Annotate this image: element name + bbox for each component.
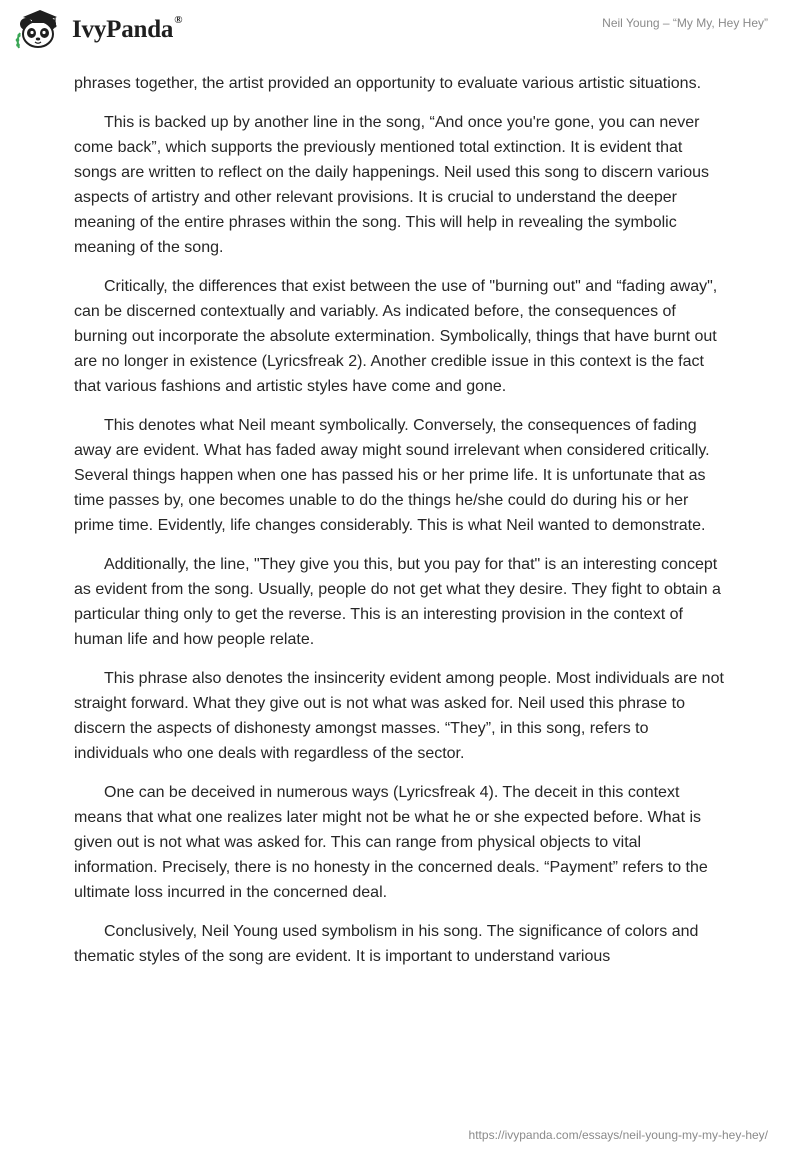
logo-text: IvyPanda — [72, 16, 174, 43]
panda-graduate-icon — [14, 8, 64, 52]
paragraph: This is backed up by another line in the song, “And once you're gone, you can never come back”, which supports the previously mentioned total extinction. It is evident that songs are written to reflect on the daily happenings. Neil used this song to discern various aspects of artistry and other relevant provisions. It is crucial to understand the deeper meaning of the entire phrases within the song. This will help in revealing the symbolic meaning of the song. — [74, 114, 710, 256]
paragraph: Additionally, the line, "They give you this, but you pay for that" is an interesting concept as evident from the song. Usually, people do not get what they desire. They fight to obtain a particular thing only to get the reverse. This is an interesting provision in the context of human life and how people relate. — [74, 556, 721, 648]
ivypanda-logo[interactable] — [14, 8, 182, 52]
paragraph: One can be deceived in numerous ways (Lyricsfreak 4). The deceit in this context means that what one realizes later might not be what he or she expected before. What is given out is not what was asked for. This can range from physical objects to vital information. Precisely, there is no honesty in the concerned deals. “Payment” refers to the ultimate loss incurred in the concerned deal. — [74, 784, 708, 901]
logo-wordmark — [72, 16, 182, 44]
paragraph: This denotes what Neil meant symbolically. Conversely, the consequences of fading away are evident. What has faded away might sound irrelevant when considered critically. Several things happen when one has passed his or her prime life. It is unfortunate that as time passes by, one becomes unable to do the things he/she could do during his or her prime time. Evidently, life changes considerably. This is what Neil wanted to demonstrate. — [74, 417, 710, 534]
paragraph: Critically, the differences that exist between the use of "burning out" and “fading away", can be discerned contextually and variably. As indicated before, the consequences of burning out incorporate the absolute extermination. Symbolically, things that have burnt out are no longer in existence (Lyricsfreak 2). Another credible issue in this context is the fact that various fashions and artistic styles have come and gone. — [74, 278, 718, 395]
registered-mark: ® — [174, 14, 183, 26]
paragraph: phrases together, the artist provided an opportunity to evaluate various artistic situations. — [74, 75, 702, 92]
essay-body — [74, 71, 726, 983]
page-header — [0, 0, 800, 62]
paragraph: This phrase also denotes the insincerity evident among people. Most individuals are not straight forward. What they give out is not what was asked for. Neil used this phrase to discern the aspects of dishonesty amongst masses. “They”, in this song, refers to individuals who one deals with regardless of the sector. — [74, 670, 724, 762]
paragraph: Conclusively, Neil Young used symbolism in his song. The significance of colors and thematic styles of the song are evident. It is important to understand various — [74, 923, 699, 965]
source-url[interactable]: https://ivypanda.com/essays/neil-young-my-my-hey-hey/ — [468, 1128, 768, 1142]
running-title: Neil Young – “My My, Hey Hey” — [602, 16, 768, 30]
